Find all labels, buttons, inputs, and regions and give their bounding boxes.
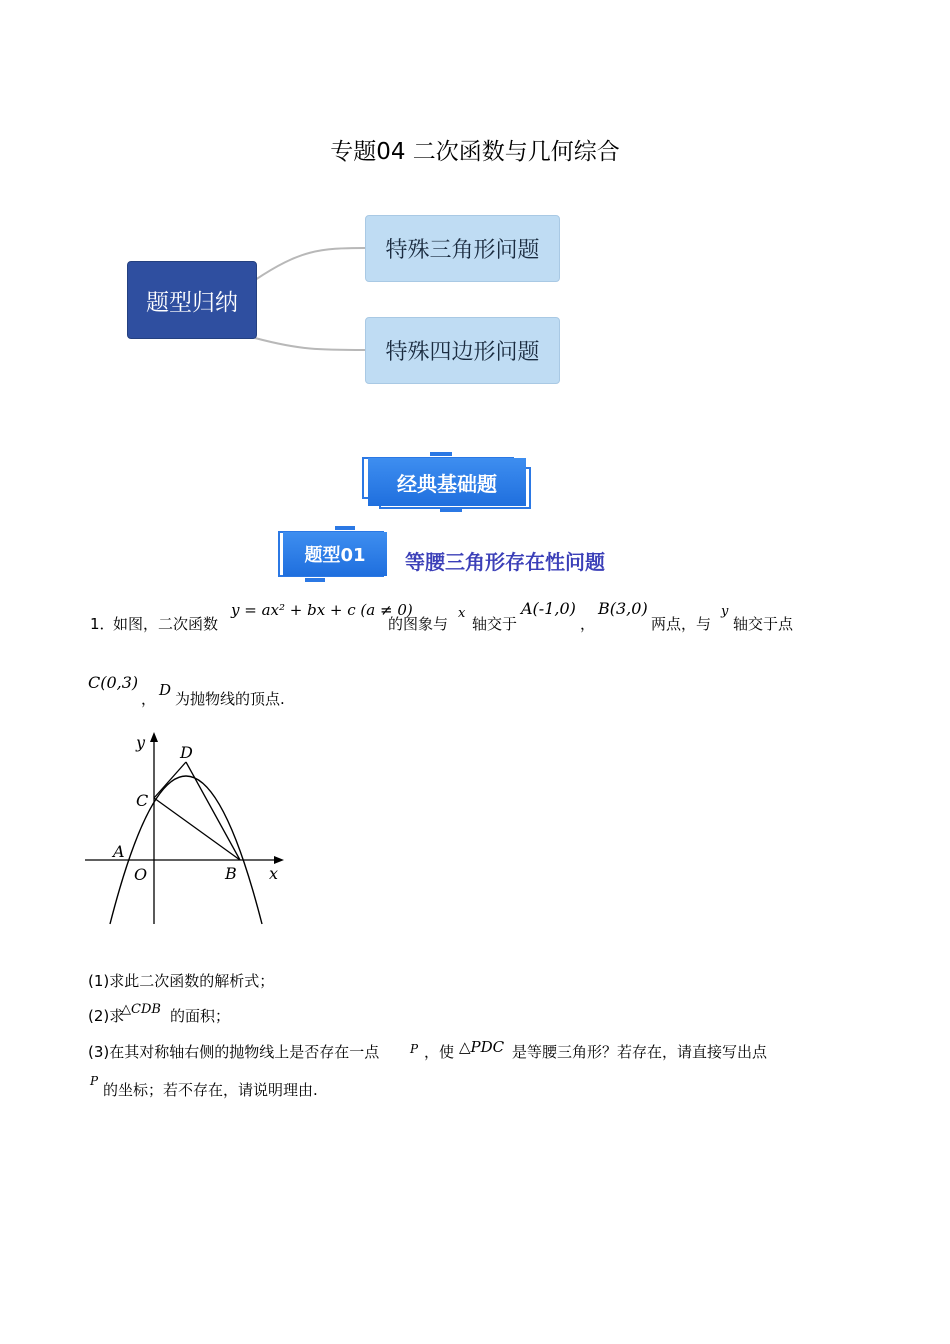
label-o: O (134, 865, 148, 884)
var-p-2: P (90, 1074, 99, 1088)
var-y: y (721, 604, 729, 619)
label-c: C (136, 791, 149, 810)
question-3-pre: (3)在其对称轴右侧的抛物线上是否存在一点 (88, 1043, 380, 1061)
mindmap-node-triangle: 特殊三角形问题 (365, 215, 560, 282)
mindmap-root: 题型归纳 (127, 261, 257, 339)
parabola-curve (110, 776, 262, 924)
problem-intro: 如图，二次函数 (113, 615, 219, 633)
question-3-end: 的坐标；若不存在，请说明理由. (103, 1081, 318, 1099)
label-a: A (113, 842, 125, 861)
var-p: P (410, 1042, 419, 1056)
question-3-mid: ，使 (424, 1043, 455, 1061)
problem-number: 1． (90, 615, 115, 633)
question-2-pre: (2)求 (88, 1007, 125, 1025)
problem-text-3: 两点，与 (651, 615, 712, 633)
question-2-post: 的面积； (170, 1007, 231, 1025)
label-x: x (269, 864, 279, 883)
problem-text-1: 的图象与 (388, 615, 449, 633)
comma: ， (580, 615, 596, 633)
problem-tail: 为抛物线的顶点. (175, 690, 285, 708)
comma-2: ， (141, 690, 157, 708)
segment-db (186, 762, 240, 860)
function-expression: y = ax² + bx + c (a ≠ 0) (231, 601, 413, 619)
mindmap-node-quadrilateral: 特殊四边形问题 (365, 317, 560, 384)
section-badge-label: 经典基础题 (368, 458, 526, 506)
point-a: A(-1,0) (521, 599, 576, 618)
var-d: D (159, 681, 172, 699)
triangle-pdc: △PDC (459, 1038, 505, 1056)
x-axis-arrow (274, 856, 284, 864)
label-y: y (136, 733, 146, 752)
page-title: 专题04 二次函数与几何综合 (330, 139, 620, 165)
problem-text-4: 轴交于点 (733, 615, 794, 633)
y-axis-arrow (150, 732, 158, 742)
label-b: B (225, 864, 237, 883)
point-c: C(0,3) (88, 673, 139, 692)
segment-cd (154, 762, 186, 798)
triangle-cdb: △CDB (121, 1002, 161, 1017)
question-1: (1)求此二次函数的解析式； (88, 972, 275, 990)
label-d: D (180, 743, 193, 762)
var-x: x (458, 606, 466, 621)
parabola-figure (80, 728, 300, 933)
segment-cb (154, 798, 240, 860)
type-title: 等腰三角形存在性问题 (405, 550, 605, 574)
problem-text-2: 轴交于 (472, 615, 518, 633)
question-3-post: 是等腰三角形？若存在，请直接写出点 (512, 1043, 768, 1061)
type-badge: 题型01 (283, 532, 387, 576)
section-badge (360, 452, 535, 512)
point-b: B(3,0) (598, 599, 648, 618)
